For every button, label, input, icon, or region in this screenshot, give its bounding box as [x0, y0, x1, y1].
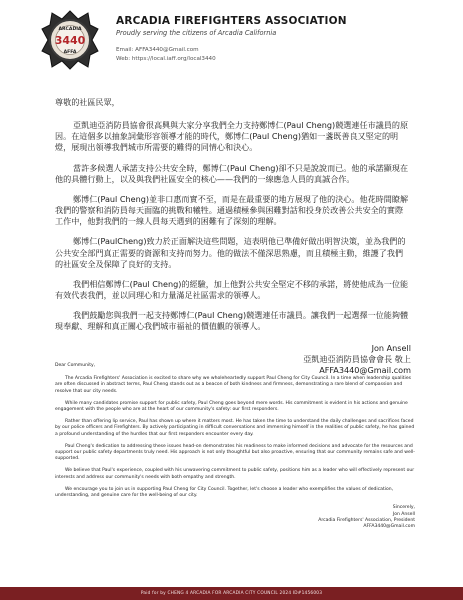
en-signature-email: AFFA3440@Gmail.com: [363, 524, 415, 530]
en-paragraph-6: We encourage you to join us in supporting Paul Cheng for City Council. Together, let's choose a leader who exemplifies the values of dedication, understanding, and genuine care for the well-being of our city.: [55, 486, 394, 499]
org-tagline: Proudly serving the citizens of Arcadia California: [116, 29, 277, 37]
org-website: Web: https://local.iaff.org/local3440: [116, 55, 216, 62]
cn-paragraph-6: 我們鼓勵您與我們一起支持鄭博仁(Paul Cheng)競選連任市議員。讓我們一起選擇一位能夠體現奉獻、理解和真正關心我們城市福祉的價值觀的領導人。: [55, 310, 409, 332]
en-paragraph-4: Paul Cheng's dedication to addressing these issues head-on demonstrates his readiness to make informed decisions and advocate for the resources and support our public safety departments truly need. His approach is not only thoughtful but also proactive, ensuring that our community remains safe and well-supported.: [55, 443, 415, 462]
cn-signature-email: AFFA3440@Gmail.com: [319, 365, 411, 376]
en-paragraph-3: Rather than offering lip service, Paul has shown up where it matters most. He has taken the time to understand the daily challenges and sacrifices faced by our police officers and Firefighters. By actively participating in difficult conversations and immersing himself in the realities of public safety, he has gained a profound understanding of the hurdles that our first responders encounter every day.: [55, 419, 415, 437]
org-name: ARCADIA FIREFIGHTERS ASSOCIATION: [116, 15, 347, 27]
logo-top-text: ARCADIA: [58, 27, 82, 32]
en-signature: [55, 505, 415, 531]
paid-for-footer: Paid for by CHENG 4 ARCADIA FOR ARCADIA CITY COUNCIL 2024 ID#1456003: [0, 587, 463, 600]
en-paragraph-2: While many candidates promise support for public safety, Paul Cheng goes beyond mere words. His commitment is evident in his actions and genuine engagement with the people who are at the heart of our community's safety: our first responders.: [55, 400, 408, 413]
cn-paragraph-3: 鄭博仁(Paul Cheng)並非口惠而實不至，而是在最重要的地方展現了他的決心。他花時間瞭解我們的警察和消防員每天面臨的挑戰和犧牲。通過積極參與困難對話和投身於改善公共安全的實際工作中，他對我們的一線人員每天遇到的困難有了深刻的理解。: [55, 193, 409, 227]
en-paragraph-5: We believe that Paul's experience, coupled with his unwavering commitment to public safety, positions him as a leader who will effectively represent our interests and address our community's needs with both empathy and strength.: [55, 468, 415, 480]
cn-paragraph-1: 亞凱迪亞消防員協會很高興與大家分享我們全力支持鄭博仁(Paul Cheng)競選連任市議員的原因。在這個多以抽象詞彙形容領導才能的時代，鄭博仁(Paul Cheng)猶如一盞既善良又堅定的明燈，展現出領導我們城市所需要的難得的同情心和決心。: [55, 120, 409, 153]
cn-paragraph-2: 當許多候選人承諾支持公共安全時，鄭博仁(Paul Cheng)卻不只是說說而已。他的承諾顯現在他的具體行動上，以及與我們社區安全的核心——我們的一線應急人員的真誠合作。: [55, 162, 409, 184]
logo-bottom-text: AFFA: [63, 50, 77, 55]
en-paragraph-1: The Arcadia Firefighters' Association is excited to share why we wholeheartedly support Paul Cheng for City Council. In a time when leadership qualities are often discussed in abstract terms, Paul Cheng stands out as a beacon of both kindness and firmness, demonstrating a rare blend of compassion and resolve that our city needs.: [55, 376, 411, 394]
org-contact: [116, 46, 436, 63]
cn-salutation: 尊敬的社區民眾，: [55, 97, 120, 107]
logo-number-text: 3440: [54, 34, 86, 47]
org-email: Email: AFFA3440@Gmail.com: [116, 47, 199, 53]
en-signature-title: Arcadia Firefighters' Association, President: [318, 518, 415, 524]
org-info: [116, 15, 436, 63]
en-closing: Sincerely,: [392, 505, 415, 511]
cn-paragraph-5: 我們相信鄭博仁(Paul Cheng)的經驗，加上他對公共安全堅定不移的承諾，將使他成為一位能有效代表我們，並以同理心和力量滿足社區需求的領導人。: [55, 278, 409, 300]
firefighters-badge-logo: [40, 9, 100, 71]
letterhead: [40, 9, 440, 71]
en-salutation: Dear Community,: [55, 363, 96, 368]
english-letter: [55, 363, 415, 531]
cn-signature-name: Jon Ansell: [371, 343, 411, 354]
cn-signature-title: 亞凱迪亞消防員協會會長 敬上: [303, 354, 411, 365]
cn-paragraph-4: 鄭博仁(PaulCheng)致力於正面解決這些問題，這表明他已準備好做出明智決策，並為我們的公共安全部門真正需要的資源和支持而努力。他的做法不僅深思熟慮，而且積極主動，維護了我們的社區安全及保障了良好的支持。: [55, 236, 406, 269]
chinese-letter: [55, 97, 411, 376]
en-signature-name: Jon Ansell: [392, 511, 415, 517]
